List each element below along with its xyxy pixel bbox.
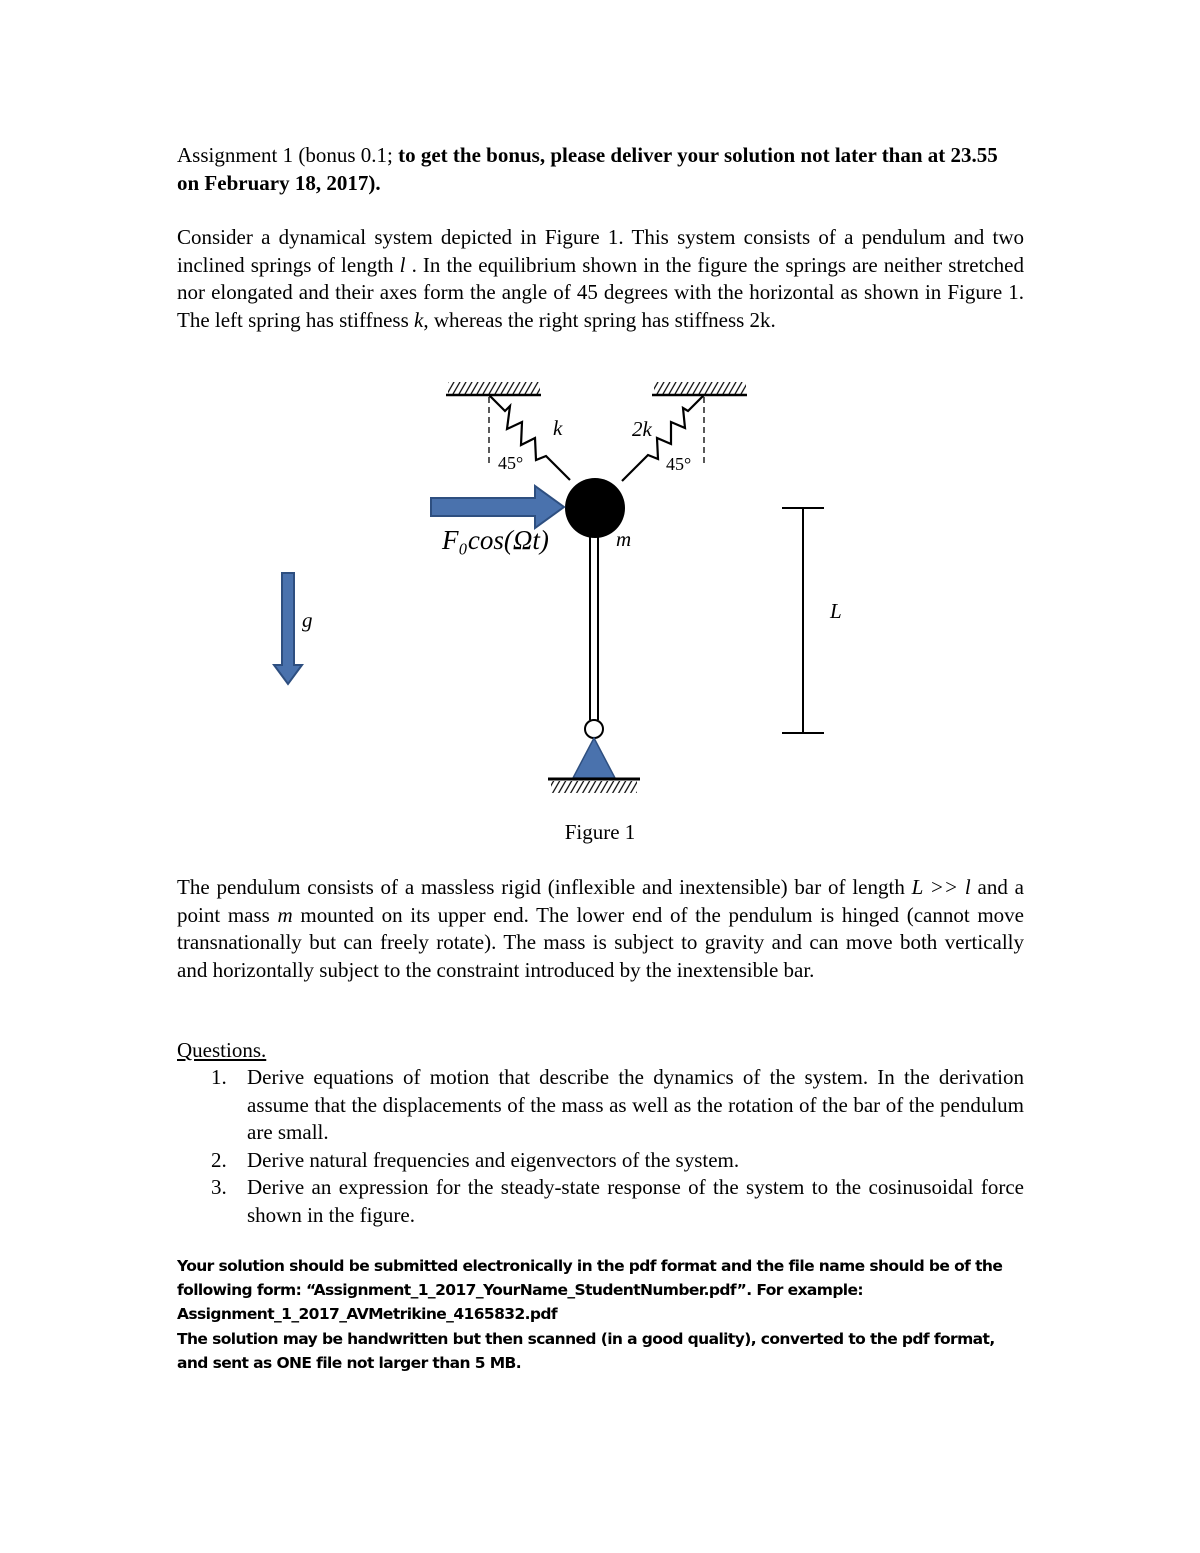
question-text: Derive natural frequencies and eigenvectors of the system. xyxy=(247,1147,740,1172)
intro-text-1: Consider a dynamical system depicted in Figure 1. This system consists of a pendulum and two inclined springs of length xyxy=(177,225,1024,277)
instructions-filename-rule: Your solution should be submitted electronically in the pdf format and the file name should be of the following form: “Assignment_1_2017_YourName_StudentNumber.pdf”. For example: xyxy=(177,1257,1003,1300)
title-tail: ). xyxy=(368,170,381,195)
figure-caption: Figure 1 xyxy=(564,820,636,844)
question-item xyxy=(177,1147,1024,1175)
pendulum-paragraph xyxy=(177,874,1024,984)
stiffness-symbol: k xyxy=(414,307,424,332)
question-number: 3. xyxy=(211,1175,227,1199)
length-symbol: l xyxy=(399,252,406,277)
instructions-example-filename: Assignment_1_2017_AVMetrikine_4165832.pdf xyxy=(177,1305,558,1324)
length-condition: L >> l xyxy=(911,875,971,899)
figure-1-diagram xyxy=(270,375,890,805)
question-number: 2. xyxy=(211,1147,227,1172)
question-item xyxy=(177,1174,1024,1229)
instructions-format-note: The solution may be handwritten but then scanned (in a good quality), converted to the pdf format, and sent as ONE file not larger than 5 MB. xyxy=(177,1329,995,1372)
pendulum-bar xyxy=(590,537,598,720)
intro-paragraph xyxy=(177,224,1024,334)
force-label: F₀cos(Ωt) xyxy=(442,525,549,555)
question-text: Derive equations of motion that describe the dynamics of the system. In the derivation assume that the displacements of the mass as well as the rotation of the bar of the pendulum are small. xyxy=(247,1065,1024,1144)
mass-label: m xyxy=(616,527,632,551)
question-number: 1. xyxy=(211,1065,227,1089)
pendulum-text-2: and a point mass xyxy=(177,875,1024,927)
intro-text-2: . In the equilibrium shown in the figure the springs are neither stretched nor elongated and their axes form the angle of 45 degrees with the horizontal as shown in Figure 1. The left spring has stiffness xyxy=(177,252,1024,332)
gravity-label: g xyxy=(302,608,313,632)
right-ceiling-support xyxy=(652,382,747,395)
force-arrow xyxy=(431,486,564,528)
hinge xyxy=(585,720,603,738)
pendulum-text-3: mounted on its upper end. The lower end of the pendulum is hinged (cannot move transnationally but can freely rotate). The mass is subject to gravity and can move both vertically and horizontally subject to the constraint introduced by the inextensible bar. xyxy=(177,902,1025,982)
right-stiffness-symbol: 2k xyxy=(749,307,771,332)
title-deadline: to get the bonus, please deliver your solution not later than at 23.55 on February 18, 2017 xyxy=(177,143,998,195)
intro-text-4: . xyxy=(770,307,776,332)
right-spring-label: 2k xyxy=(632,417,652,441)
questions-heading: Questions. xyxy=(177,1038,267,1062)
ground-support xyxy=(548,779,640,793)
left-angle-label: 45° xyxy=(498,453,524,473)
pin-support xyxy=(573,738,615,778)
length-label: L xyxy=(830,599,842,623)
gravity-arrow xyxy=(274,573,302,684)
questions-list xyxy=(177,1064,1024,1229)
question-item xyxy=(177,1064,1024,1147)
left-ceiling-support xyxy=(446,382,541,395)
submission-instructions xyxy=(177,1254,1027,1375)
length-dimension xyxy=(782,508,824,733)
right-angle-label: 45° xyxy=(666,454,692,474)
mass-symbol: m xyxy=(277,902,293,927)
pendulum-text-1: The pendulum consists of a massless rigid (inflexible and inextensible) bar of length xyxy=(177,875,912,899)
assignment-title xyxy=(177,142,1024,197)
question-text: Derive an expression for the steady-state response of the system to the cosinusoidal force shown in the figure. xyxy=(247,1175,1024,1227)
left-spring-label: k xyxy=(553,416,563,440)
title-lead: Assignment 1 (bonus 0.1; xyxy=(177,143,399,167)
intro-text-3: , whereas the right spring has stiffness xyxy=(423,307,750,332)
